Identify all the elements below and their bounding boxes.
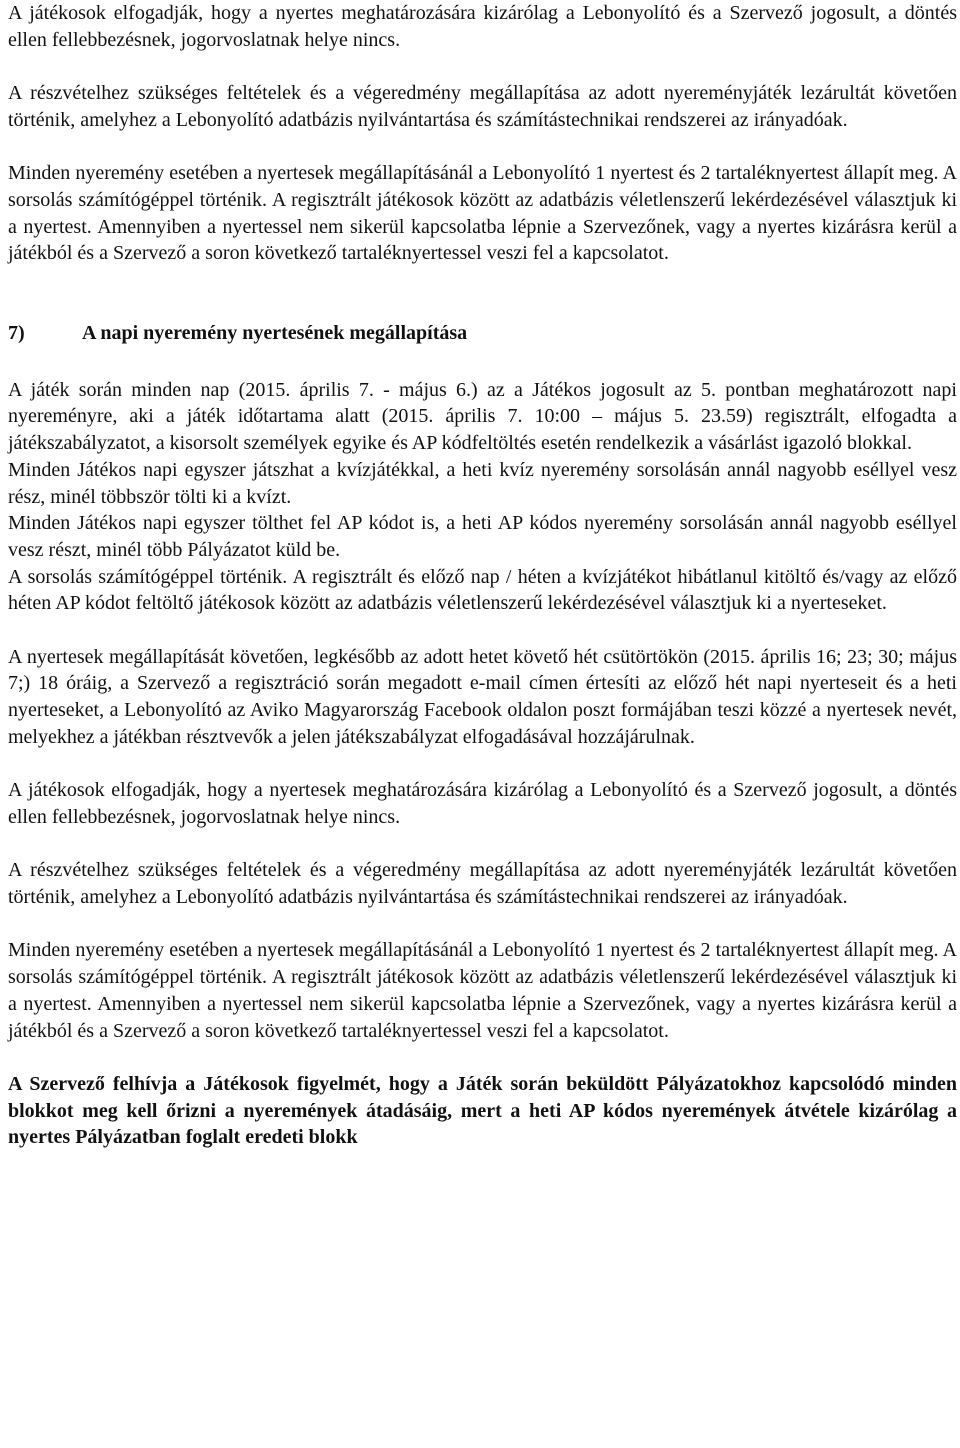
paragraph-quiz-rule: Minden Játékos napi egyszer játszhat a kvízjátékkal, a heti kvíz nyeremény sorsolásán annál nagyobb eséllyel vesz rész, minél többször tölti ki a kvízt. bbox=[8, 458, 957, 508]
paragraph-draw-procedure: Minden nyeremény esetében a nyertesek megállapításánál a Lebonyolító 1 nyertest és 2 tartaléknyertest állapít meg. A sorsolás számítógéppel történik. A regisztrált játékosok között az adatbázis véletlenszerű lekérdezésével választjuk ki a nyertest. Amennyiben a nyertessel nem sikerül kapcsolatba lépnie a Szervezőnek, vagy a nyertes kizárásra kerül a játékból és a Szervező a soron következő tartaléknyertessel veszi fel a kapcsolatot. bbox=[8, 162, 957, 265]
paragraph-participation-conditions-repeat: A részvételhez szükséges feltételek és a végeredmény megállapítása az adott nyereményjáték lezárultát követően történik, amelyhez a Lebonyolító adatbázis nyilvántartása és számítástechnikai rendszerei az irányadóak. bbox=[8, 859, 957, 909]
paragraph-spacer bbox=[8, 751, 957, 778]
section-spacer bbox=[8, 347, 957, 377]
paragraph-winner-determination-repeat: A játékosok elfogadják, hogy a nyertesek meghatározására kizárólag a Lebonyolító és a Szervező jogosult, a döntés ellen fellebbezésnek, jogorvoslatnak helye nincs. bbox=[8, 779, 957, 828]
paragraph-draw-selection: A sorsolás számítógéppel történik. A regisztrált és előző nap / héten a kvízjátékot hibátlanul kitöltő és/vagy az előző héten AP kódot feltöltő játékosok között az adatbázis véletlenszerű lekérdezésével választjuk ki a nyerteseket. bbox=[8, 565, 957, 615]
paragraph-daily-prize-eligibility: A játék során minden nap (2015. április 7. - május 6.) az a Játékos jogosult az 5. pontban meghatározott napi nyereményre, aki a játék időtartama alatt (2015. április 7. 10:00 – május 5. 23.59) regisztrált, elfogadta a játékszabályzatot, a kisorsolt személyek egyike és AP kódfeltöltés esetén rendelkezik a vásárlást igazoló blokkal. bbox=[8, 378, 957, 455]
paragraph-ap-code-rule: Minden Játékos napi egyszer tölthet fel AP kódot is, a heti AP kódos nyeremény sorsolásán annál nagyobb eséllyel vesz részt, minél több Pályázatot küld be. bbox=[8, 512, 957, 561]
paragraph-draw-procedure-repeat: Minden nyeremény esetében a nyertesek megállapításánál a Lebonyolító 1 nyertest és 2 tartaléknyertest állapít meg. A sorsolás számítógéppel történik. A regisztrált játékosok között az adatbázis véletlenszerű lekérdezésével választjuk ki a nyertest. Amennyiben a nyertessel nem sikerül kapcsolatba lépnie a Szervezőnek, vagy a nyertes kizárásra kerül a játékból és a Szervező a soron következő tartaléknyertessel veszi fel a kapcsolatot. bbox=[8, 939, 957, 1042]
paragraph-spacer bbox=[8, 617, 957, 644]
section-title: A napi nyeremény nyertesének megállapítása bbox=[82, 322, 468, 344]
paragraph-receipt-notice: A Szervező felhívja a Játékosok figyelmét, hogy a Játék során beküldött Pályázatokhoz kapcsolódó minden blokkot meg kell őrizni a nyeremények átadásáig, mert a heti AP kódos nyeremények átvétele kizárólag a nyertes Pályázatban foglalt eredeti blokk bbox=[8, 1072, 957, 1149]
paragraph-winner-determination: A játékosok elfogadják, hogy a nyertes meghatározására kizárólag a Lebonyolító és a Szervező jogosult, a döntés ellen fellebbezésnek, jogorvoslatnak helye nincs. bbox=[8, 2, 957, 51]
paragraph-spacer bbox=[8, 911, 957, 938]
paragraph-winner-notification: A nyertesek megállapítását követően, legkésőbb az adott hetet követő hét csütörtökön (2015. április 16; 23; 30; május 7;) 18 óráig, a Szervező a regisztráció során megadott e-mail címen értesíti az előző hét napi nyerteseit és a heti nyerteseket, a Lebonyolító az Aviko Magyarország Facebook oldalon poszt formájában teszi közzé a nyertesek nevét, melyekhez a játékban résztvevők a jelen játékszabályzat elfogadásával hozzájárulnak. bbox=[8, 645, 957, 748]
section-heading bbox=[8, 320, 957, 347]
section-spacer bbox=[8, 267, 957, 320]
paragraph-spacer bbox=[8, 53, 957, 80]
paragraph-spacer bbox=[8, 831, 957, 858]
paragraph-spacer bbox=[8, 134, 957, 161]
paragraph-participation-conditions: A részvételhez szükséges feltételek és a végeredmény megállapítása az adott nyereményjáték lezárultát követően történik, amelyhez a Lebonyolító adatbázis nyilvántartása és számítástechnikai rendszerei az irányadóak. bbox=[8, 82, 957, 131]
section-number: 7) bbox=[8, 322, 25, 344]
paragraph-spacer bbox=[8, 1044, 957, 1071]
